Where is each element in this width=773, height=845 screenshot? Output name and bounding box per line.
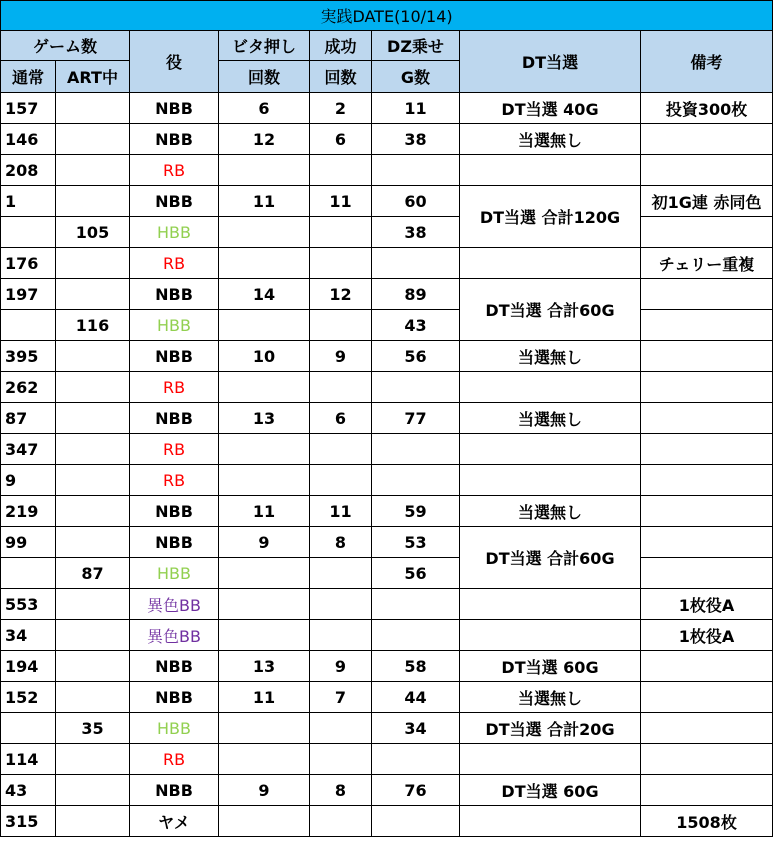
header-dt: DT当選 xyxy=(460,31,641,93)
cell-dz-games: 34 xyxy=(372,713,460,744)
cell-dz-games: 53 xyxy=(372,527,460,558)
cell-art-games xyxy=(56,403,130,434)
cell-notes xyxy=(641,279,773,310)
cell-notes: チェリー重複 xyxy=(641,248,773,279)
cell-normal-games: 152 xyxy=(1,682,56,713)
table-row xyxy=(1,651,773,682)
cell-dt-result xyxy=(460,155,641,186)
cell-notes xyxy=(641,372,773,403)
cell-role: NBB xyxy=(130,403,219,434)
cell-role: RB xyxy=(130,248,219,279)
header-success-1: 成功 xyxy=(310,31,372,61)
cell-bita-count xyxy=(219,465,310,496)
table-row xyxy=(1,310,773,341)
cell-success-count: 6 xyxy=(310,124,372,155)
cell-role: RB xyxy=(130,744,219,775)
cell-dz-games xyxy=(372,744,460,775)
cell-bita-count: 11 xyxy=(219,186,310,217)
cell-normal-games: 347 xyxy=(1,434,56,465)
cell-notes: 初1G連 赤同色 xyxy=(641,186,773,217)
table-row xyxy=(1,217,773,248)
cell-dt-result xyxy=(460,806,641,837)
cell-success-count xyxy=(310,465,372,496)
table-row xyxy=(1,93,773,124)
cell-success-count: 8 xyxy=(310,527,372,558)
cell-dt-result: 当選無し xyxy=(460,124,641,155)
table-row xyxy=(1,713,773,744)
cell-bita-count xyxy=(219,713,310,744)
cell-normal-games: 157 xyxy=(1,93,56,124)
cell-normal-games: 262 xyxy=(1,372,56,403)
cell-role: RB xyxy=(130,434,219,465)
cell-bita-count xyxy=(219,806,310,837)
table-row xyxy=(1,434,773,465)
cell-art-games xyxy=(56,155,130,186)
cell-normal-games xyxy=(1,217,56,248)
table-row xyxy=(1,403,773,434)
cell-bita-count xyxy=(219,372,310,403)
table-row xyxy=(1,775,773,806)
sheet-title: 実践DATE(10/14) xyxy=(1,1,773,31)
cell-dz-games: 89 xyxy=(372,279,460,310)
cell-dt-result xyxy=(460,248,641,279)
cell-role: RB xyxy=(130,465,219,496)
cell-dt-result xyxy=(460,744,641,775)
cell-art-games xyxy=(56,124,130,155)
cell-dt-result: DT当選 合計20G xyxy=(460,713,641,744)
cell-art-games xyxy=(56,620,130,651)
header-games: ゲーム数 xyxy=(1,31,130,61)
cell-role: NBB xyxy=(130,496,219,527)
table-row xyxy=(1,682,773,713)
header-normal: 通常 xyxy=(1,61,56,93)
cell-normal-games: 194 xyxy=(1,651,56,682)
cell-bita-count xyxy=(219,558,310,589)
cell-success-count xyxy=(310,589,372,620)
cell-bita-count: 13 xyxy=(219,403,310,434)
cell-role: HBB xyxy=(130,217,219,248)
cell-bita-count: 12 xyxy=(219,124,310,155)
title-row xyxy=(1,1,773,31)
cell-dz-games xyxy=(372,620,460,651)
data-rows xyxy=(1,93,773,837)
cell-notes xyxy=(641,682,773,713)
cell-normal-games: 197 xyxy=(1,279,56,310)
cell-dt-result: DT当選 40G xyxy=(460,93,641,124)
cell-bita-count: 9 xyxy=(219,775,310,806)
cell-dz-games: 77 xyxy=(372,403,460,434)
cell-role: NBB xyxy=(130,186,219,217)
cell-normal-games: 87 xyxy=(1,403,56,434)
cell-dt-result: 当選無し xyxy=(460,682,641,713)
cell-dt-result xyxy=(460,372,641,403)
cell-dt-result: DT当選 60G xyxy=(460,651,641,682)
cell-dz-games: 38 xyxy=(372,124,460,155)
cell-role: RB xyxy=(130,155,219,186)
cell-dt-result xyxy=(460,620,641,651)
cell-dt-result xyxy=(460,434,641,465)
table-row xyxy=(1,186,773,217)
table-row xyxy=(1,155,773,186)
cell-bita-count: 13 xyxy=(219,651,310,682)
cell-dz-games: 38 xyxy=(372,217,460,248)
cell-dz-games: 56 xyxy=(372,341,460,372)
cell-art-games xyxy=(56,651,130,682)
table-row xyxy=(1,558,773,589)
cell-art-games: 87 xyxy=(56,558,130,589)
cell-normal-games xyxy=(1,558,56,589)
cell-dt-result xyxy=(460,465,641,496)
cell-success-count: 8 xyxy=(310,775,372,806)
cell-dz-games: 58 xyxy=(372,651,460,682)
cell-success-count xyxy=(310,155,372,186)
cell-role: NBB xyxy=(130,651,219,682)
cell-normal-games: 395 xyxy=(1,341,56,372)
cell-role: NBB xyxy=(130,124,219,155)
table-row xyxy=(1,620,773,651)
cell-art-games: 105 xyxy=(56,217,130,248)
cell-art-games xyxy=(56,744,130,775)
cell-dt-result: DT当選 合計60G xyxy=(460,527,641,589)
cell-role: NBB xyxy=(130,279,219,310)
cell-normal-games: 34 xyxy=(1,620,56,651)
cell-notes: 1枚役A xyxy=(641,620,773,651)
table-row xyxy=(1,744,773,775)
cell-notes xyxy=(641,465,773,496)
cell-normal-games: 219 xyxy=(1,496,56,527)
cell-success-count xyxy=(310,434,372,465)
cell-notes: 1508枚 xyxy=(641,806,773,837)
cell-role: HBB xyxy=(130,310,219,341)
cell-notes xyxy=(641,434,773,465)
cell-bita-count: 11 xyxy=(219,496,310,527)
cell-dt-result: DT当選 合計120G xyxy=(460,186,641,248)
table-row xyxy=(1,248,773,279)
cell-dz-games xyxy=(372,372,460,403)
header-success-2: 回数 xyxy=(310,61,372,93)
cell-notes xyxy=(641,558,773,589)
cell-role: ヤメ xyxy=(130,806,219,837)
cell-success-count: 9 xyxy=(310,651,372,682)
table-row xyxy=(1,806,773,837)
table-row xyxy=(1,372,773,403)
cell-dt-result: DT当選 60G xyxy=(460,775,641,806)
cell-bita-count xyxy=(219,434,310,465)
cell-notes: 1枚役A xyxy=(641,589,773,620)
cell-notes xyxy=(641,124,773,155)
cell-dz-games: 11 xyxy=(372,93,460,124)
cell-notes xyxy=(641,651,773,682)
cell-bita-count xyxy=(219,155,310,186)
cell-art-games xyxy=(56,806,130,837)
table-row xyxy=(1,527,773,558)
cell-art-games xyxy=(56,372,130,403)
header-role: 役 xyxy=(130,31,219,93)
cell-success-count xyxy=(310,217,372,248)
cell-art-games xyxy=(56,341,130,372)
cell-art-games xyxy=(56,527,130,558)
header-dz-2: G数 xyxy=(372,61,460,93)
cell-notes xyxy=(641,341,773,372)
cell-dz-games: 43 xyxy=(372,310,460,341)
cell-success-count: 11 xyxy=(310,186,372,217)
cell-dz-games xyxy=(372,465,460,496)
cell-dt-result xyxy=(460,589,641,620)
cell-art-games xyxy=(56,93,130,124)
cell-art-games xyxy=(56,465,130,496)
header-row-1 xyxy=(1,31,773,61)
header-notes: 備考 xyxy=(641,31,773,93)
cell-dz-games xyxy=(372,806,460,837)
cell-art-games xyxy=(56,682,130,713)
table-row xyxy=(1,341,773,372)
cell-normal-games: 315 xyxy=(1,806,56,837)
cell-success-count xyxy=(310,372,372,403)
cell-role: RB xyxy=(130,372,219,403)
table-row xyxy=(1,465,773,496)
cell-art-games xyxy=(56,589,130,620)
cell-normal-games xyxy=(1,713,56,744)
cell-normal-games: 9 xyxy=(1,465,56,496)
cell-success-count: 11 xyxy=(310,496,372,527)
cell-notes xyxy=(641,496,773,527)
cell-dz-games xyxy=(372,155,460,186)
cell-success-count xyxy=(310,744,372,775)
cell-notes xyxy=(641,217,773,248)
cell-notes xyxy=(641,527,773,558)
cell-notes xyxy=(641,775,773,806)
cell-notes xyxy=(641,155,773,186)
cell-dt-result: DT当選 合計60G xyxy=(460,279,641,341)
cell-dt-result: 当選無し xyxy=(460,403,641,434)
cell-bita-count xyxy=(219,620,310,651)
header-bita-2: 回数 xyxy=(219,61,310,93)
cell-dz-games xyxy=(372,248,460,279)
cell-success-count: 7 xyxy=(310,682,372,713)
cell-success-count xyxy=(310,558,372,589)
cell-normal-games: 1 xyxy=(1,186,56,217)
cell-bita-count xyxy=(219,589,310,620)
cell-bita-count: 6 xyxy=(219,93,310,124)
cell-art-games xyxy=(56,775,130,806)
table-row xyxy=(1,589,773,620)
cell-role: NBB xyxy=(130,775,219,806)
cell-success-count xyxy=(310,248,372,279)
cell-role: 異色BB xyxy=(130,589,219,620)
cell-normal-games: 43 xyxy=(1,775,56,806)
cell-normal-games: 208 xyxy=(1,155,56,186)
cell-bita-count: 10 xyxy=(219,341,310,372)
cell-dt-result: 当選無し xyxy=(460,341,641,372)
cell-role: HBB xyxy=(130,713,219,744)
cell-normal-games: 553 xyxy=(1,589,56,620)
cell-dz-games: 44 xyxy=(372,682,460,713)
cell-success-count: 6 xyxy=(310,403,372,434)
cell-art-games: 35 xyxy=(56,713,130,744)
cell-notes: 投資300枚 xyxy=(641,93,773,124)
cell-success-count xyxy=(310,620,372,651)
cell-dz-games xyxy=(372,589,460,620)
cell-success-count: 12 xyxy=(310,279,372,310)
cell-bita-count: 9 xyxy=(219,527,310,558)
cell-role: NBB xyxy=(130,93,219,124)
cell-bita-count xyxy=(219,744,310,775)
header-bita-1: ビタ押し xyxy=(219,31,310,61)
table-row xyxy=(1,279,773,310)
cell-normal-games: 146 xyxy=(1,124,56,155)
cell-success-count xyxy=(310,713,372,744)
cell-normal-games: 114 xyxy=(1,744,56,775)
table-row xyxy=(1,496,773,527)
cell-art-games: 116 xyxy=(56,310,130,341)
cell-dz-games: 76 xyxy=(372,775,460,806)
cell-success-count: 2 xyxy=(310,93,372,124)
cell-role: NBB xyxy=(130,341,219,372)
cell-role: HBB xyxy=(130,558,219,589)
header-art: ART中 xyxy=(56,61,130,93)
cell-role: NBB xyxy=(130,527,219,558)
cell-notes xyxy=(641,403,773,434)
cell-dz-games: 56 xyxy=(372,558,460,589)
cell-art-games xyxy=(56,186,130,217)
cell-normal-games xyxy=(1,310,56,341)
cell-bita-count xyxy=(219,217,310,248)
header-dz-1: DZ乗せ xyxy=(372,31,460,61)
cell-art-games xyxy=(56,496,130,527)
cell-role: NBB xyxy=(130,682,219,713)
cell-bita-count xyxy=(219,248,310,279)
cell-success-count xyxy=(310,310,372,341)
cell-normal-games: 99 xyxy=(1,527,56,558)
cell-notes xyxy=(641,744,773,775)
cell-normal-games: 176 xyxy=(1,248,56,279)
cell-dt-result: 当選無し xyxy=(460,496,641,527)
cell-dz-games: 60 xyxy=(372,186,460,217)
cell-dz-games xyxy=(372,434,460,465)
cell-role: 異色BB xyxy=(130,620,219,651)
cell-success-count xyxy=(310,806,372,837)
cell-art-games xyxy=(56,279,130,310)
cell-art-games xyxy=(56,434,130,465)
table-row xyxy=(1,124,773,155)
cell-bita-count: 11 xyxy=(219,682,310,713)
cell-notes xyxy=(641,713,773,744)
cell-art-games xyxy=(56,248,130,279)
cell-notes xyxy=(641,310,773,341)
cell-success-count: 9 xyxy=(310,341,372,372)
cell-bita-count xyxy=(219,310,310,341)
cell-dz-games: 59 xyxy=(372,496,460,527)
cell-bita-count: 14 xyxy=(219,279,310,310)
